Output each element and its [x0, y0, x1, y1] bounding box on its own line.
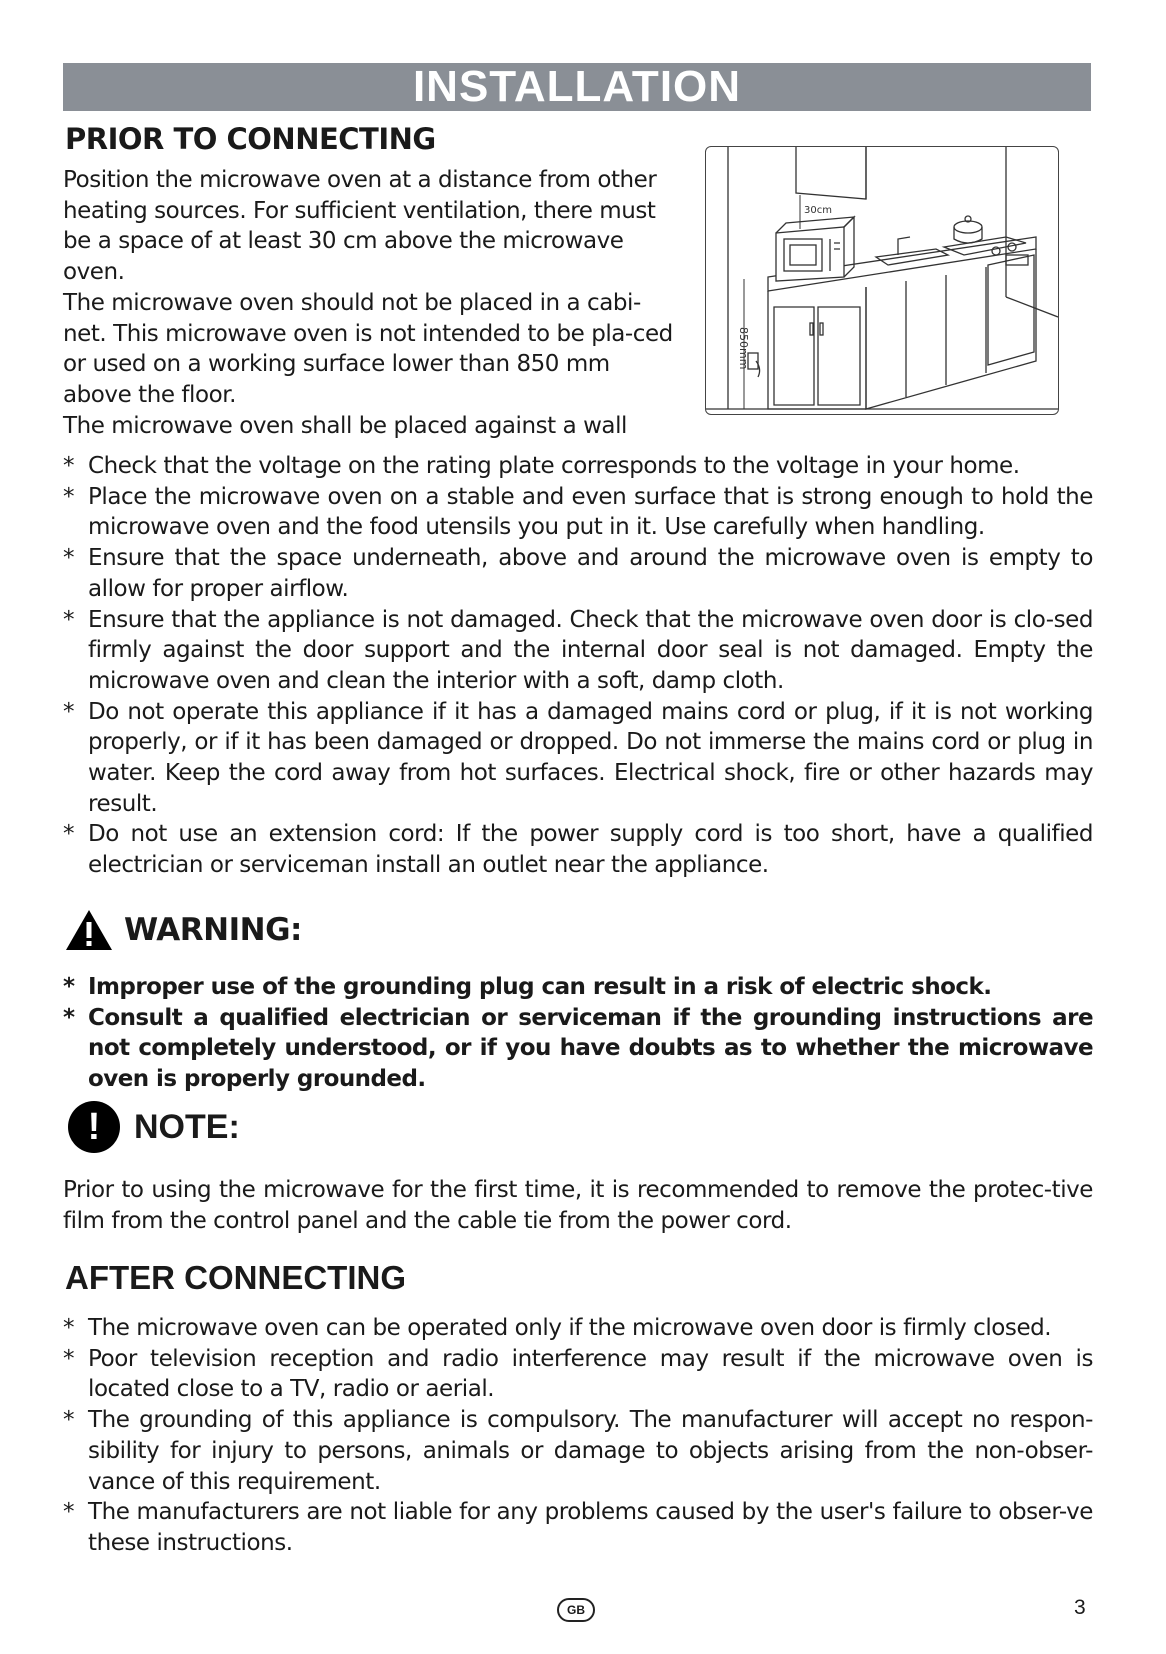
- warning-heading: WARNING:: [124, 912, 302, 948]
- microwave-oven: [776, 217, 854, 281]
- warning-triangle-icon: [64, 908, 114, 952]
- language-badge: GB: [557, 1598, 595, 1622]
- note-heading: NOTE:: [134, 1107, 240, 1146]
- list-item: * Poor television reception and radio interference may result if the microwave oven is located close to a TV, radio or aerial.: [63, 1345, 1093, 1403]
- intro-paragraph: The microwave oven should not be placed in a cabi-net. This microwave oven is not intended to be pla-ced or used on a working surface lower than 850 mm above the floor.: [63, 289, 673, 408]
- page-number: 3: [1074, 1596, 1086, 1619]
- exclamation-icon: !: [68, 1101, 120, 1153]
- list-item: * Place the microwave oven on a stable and even surface that is strong enough to hold the microwave oven and the food utensils you put in it. Use carefully when handling.: [63, 483, 1093, 541]
- after-bullet-list: [63, 1313, 1093, 1559]
- note-heading-row: [68, 1101, 240, 1153]
- note-text: Prior to using the microwave for the first time, it is recommended to remove the protec-tive film from the control panel and the cable tie from the power cord.: [63, 1177, 1093, 1234]
- intro-text: [63, 165, 683, 441]
- list-item: * Do not operate this appliance if it has a damaged mains cord or plug, if it is not working properly, or if it has been damaged or dropped. Do not immerse the mains cord or plug in water. Keep the cord away from hot surfaces. Electrical shock, fire or other hazards may result.: [63, 698, 1093, 817]
- list-item: * The microwave oven can be operated only if the microwave oven door is firmly closed.: [63, 1315, 1052, 1341]
- list-item: * Do not use an extension cord: If the power supply cord is too short, have a qualified electrician or serviceman install an outlet near the appliance.: [63, 821, 1093, 879]
- base-cabinet: [768, 287, 866, 409]
- list-item: * The grounding of this appliance is compulsory. The manufacturer will accept no respon-sibility for injury to persons, animals or damage to objects arising from the non-obser-vance of this requirement.: [63, 1407, 1093, 1495]
- warning-bullet-list: [63, 972, 1093, 1095]
- kitchen-installation-illustration: [705, 146, 1059, 415]
- clearance-label: 30cm: [804, 205, 832, 216]
- list-item: * Check that the voltage on the rating plate corresponds to the voltage in your home.: [63, 453, 1020, 479]
- list-item: * Consult a qualified electrician or serviceman if the grounding instructions are not completely understood, or if you have doubts as to whether the microwave oven is properly grounded.: [63, 1004, 1093, 1093]
- section-banner: INSTALLATION: [63, 63, 1091, 111]
- height-label: 850mm: [737, 327, 750, 370]
- prior-to-connecting-heading: PRIOR TO CONNECTING: [65, 122, 436, 156]
- warning-heading-row: [64, 906, 302, 954]
- list-item: * Improper use of the grounding plug can result in a risk of electric shock.: [63, 974, 992, 1000]
- list-item: * The manufacturers are not liable for any problems caused by the user's failure to obser-ve these instructions.: [63, 1499, 1093, 1556]
- list-item: * Ensure that the space underneath, above and around the microwave oven is empty to allow for proper airflow.: [63, 545, 1093, 602]
- intro-paragraph: The microwave oven shall be placed against a wall: [63, 412, 627, 439]
- wall-cabinet: [796, 147, 866, 199]
- list-item: * Ensure that the appliance is not damaged. Check that the microwave oven door is clo-sed firmly against the door support and the internal door seal is not damaged. Empty the microwave oven and clean the interior with a soft, damp cloth.: [63, 606, 1093, 694]
- after-connecting-heading: AFTER CONNECTING: [65, 1259, 406, 1296]
- intro-paragraph: Position the microwave oven at a distance from other heating sources. For sufficient ventilation, there must be a space of at least 30 cm above the microwave oven.: [63, 167, 657, 286]
- prior-bullet-list: [63, 451, 1093, 881]
